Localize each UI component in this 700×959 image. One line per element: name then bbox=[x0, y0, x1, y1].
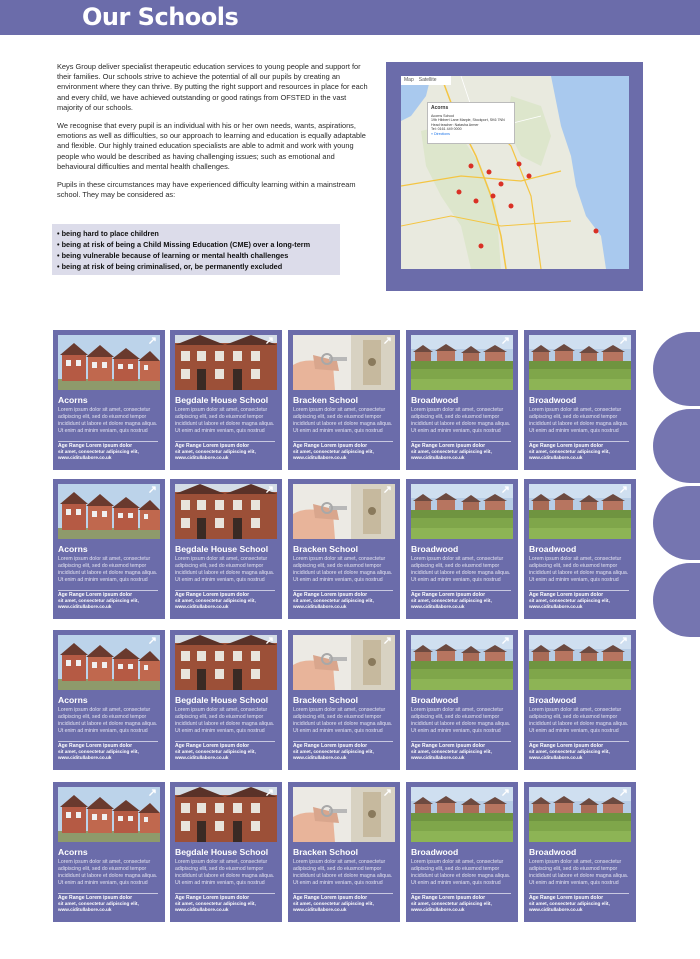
school-name: Bracken School bbox=[293, 695, 358, 705]
age-range: Age Range Lorem ipsum dolor bbox=[529, 895, 604, 901]
school-meta bbox=[58, 443, 160, 462]
school-description: Lorem ipsum dolor sit amet, consectetur adipiscing elit, sed do eiusmod tempor incididunt ut labore et dolore magna aliqua. Ut enim ad minim veniam, quis nostrud bbox=[175, 556, 275, 584]
website-link[interactable]: www.ciditullabore.co.uk bbox=[293, 755, 347, 761]
age-range: Age Range Lorem ipsum dolor bbox=[411, 743, 486, 749]
divider bbox=[175, 741, 275, 742]
arrow-icon[interactable]: ↗ bbox=[264, 787, 274, 799]
school-name: Broadwood bbox=[529, 695, 577, 705]
school-name: Acorns bbox=[58, 847, 88, 857]
age-range: Age Range Lorem ipsum dolor bbox=[175, 443, 250, 449]
divider bbox=[293, 441, 393, 442]
school-description: Lorem ipsum dolor sit amet, consectetur adipiscing elit, sed do eiusmod tempor incididunt ut labore et dolore magna aliqua. Ut enim ad minim veniam, quis nostrud bbox=[58, 556, 158, 584]
website-link[interactable]: www.ciditullabore.co.uk bbox=[58, 755, 112, 761]
divider bbox=[529, 590, 629, 591]
school-photo bbox=[529, 635, 631, 690]
school-meta bbox=[175, 743, 277, 762]
website-link[interactable]: www.ciditullabore.co.uk bbox=[411, 755, 465, 761]
website-link[interactable]: www.ciditullabore.co.uk bbox=[529, 907, 583, 913]
school-name: Begdale House School bbox=[175, 695, 269, 705]
school-photo bbox=[175, 335, 277, 390]
school-photo bbox=[175, 787, 277, 842]
school-card[interactable] bbox=[170, 330, 282, 470]
school-photo bbox=[411, 335, 513, 390]
school-description: Lorem ipsum dolor sit amet, consectetur adipiscing elit, sed do eiusmod tempor incididunt ut labore et dolore magna aliqua. Ut enim ad minim veniam, quis nostrud bbox=[175, 707, 275, 735]
age-range: Age Range Lorem ipsum dolor bbox=[411, 895, 486, 901]
website-link[interactable]: www.ciditullabore.co.uk bbox=[175, 907, 229, 913]
school-name: Bracken School bbox=[293, 395, 358, 405]
age-range: Age Range Lorem ipsum dolor bbox=[58, 592, 133, 598]
website-link[interactable]: www.ciditullabore.co.uk bbox=[411, 455, 465, 461]
side-tab[interactable] bbox=[653, 563, 700, 637]
arrow-icon[interactable]: ↗ bbox=[382, 335, 392, 347]
divider bbox=[293, 893, 393, 894]
school-meta bbox=[529, 443, 631, 462]
arrow-icon[interactable]: ↗ bbox=[618, 484, 628, 496]
website-link[interactable]: www.ciditullabore.co.uk bbox=[293, 907, 347, 913]
school-card[interactable] bbox=[288, 782, 400, 922]
map-tab[interactable]: Map bbox=[404, 77, 414, 83]
arrow-icon[interactable]: ↗ bbox=[147, 787, 157, 799]
arrow-icon[interactable]: ↗ bbox=[382, 635, 392, 647]
school-photo bbox=[58, 335, 160, 390]
school-photo bbox=[529, 484, 631, 539]
school-name: Bracken School bbox=[293, 847, 358, 857]
school-description: Lorem ipsum dolor sit amet, consectetur adipiscing elit, sed do eiusmod tempor incididunt ut labore et dolore magna aliqua. Ut enim ad minim veniam, quis nostrud bbox=[293, 859, 393, 887]
school-card[interactable] bbox=[170, 479, 282, 619]
school-photo bbox=[293, 787, 395, 842]
school-description: Lorem ipsum dolor sit amet, consectetur adipiscing elit, sed do eiusmod tempor incididunt ut labore et dolore magna aliqua. Ut enim ad minim veniam, quis nostrud bbox=[58, 859, 158, 887]
arrow-icon[interactable]: ↗ bbox=[618, 635, 628, 647]
website-link[interactable]: www.ciditullabore.co.uk bbox=[529, 755, 583, 761]
arrow-icon[interactable]: ↗ bbox=[500, 635, 510, 647]
school-description: Lorem ipsum dolor sit amet, consectetur adipiscing elit, sed do eiusmod tempor incididunt ut labore et dolore magna aliqua. Ut enim ad minim veniam, quis nostrud bbox=[411, 407, 511, 435]
school-map[interactable] bbox=[401, 76, 629, 269]
school-card[interactable] bbox=[406, 479, 518, 619]
divider bbox=[58, 441, 158, 442]
school-description: Lorem ipsum dolor sit amet, consectetur adipiscing elit, sed do eiusmod tempor incididunt ut labore et dolore magna aliqua. Ut enim ad minim veniam, quis nostrud bbox=[293, 407, 393, 435]
map-type-tabs[interactable] bbox=[401, 76, 451, 85]
school-meta bbox=[411, 895, 513, 914]
arrow-icon[interactable]: ↗ bbox=[618, 335, 628, 347]
school-photo bbox=[411, 787, 513, 842]
age-range: Age Range Lorem ipsum dolor bbox=[58, 743, 133, 749]
school-card[interactable] bbox=[524, 330, 636, 470]
arrow-icon[interactable]: ↗ bbox=[500, 484, 510, 496]
divider bbox=[175, 441, 275, 442]
popup-head: Head teacher: Natasha Armer bbox=[431, 122, 479, 127]
school-description: Lorem ipsum dolor sit amet, consectetur adipiscing elit, sed do eiusmod tempor incididunt ut labore et dolore magna aliqua. Ut enim ad minim veniam, quis nostrud bbox=[58, 707, 158, 735]
meta-text: sit amet, consectetur adipiscing elit, bbox=[293, 749, 374, 755]
meta-text: sit amet, consectetur adipiscing elit, bbox=[529, 749, 610, 755]
school-name: Acorns bbox=[58, 544, 88, 554]
age-range: Age Range Lorem ipsum dolor bbox=[175, 895, 250, 901]
website-link[interactable]: www.ciditullabore.co.uk bbox=[175, 455, 229, 461]
divider bbox=[411, 741, 511, 742]
school-card[interactable] bbox=[406, 782, 518, 922]
age-range: Age Range Lorem ipsum dolor bbox=[293, 743, 368, 749]
divider bbox=[58, 590, 158, 591]
criteria-item: • being hard to place children bbox=[57, 229, 159, 238]
meta-text: sit amet, consectetur adipiscing elit, bbox=[175, 749, 256, 755]
school-name: Begdale House School bbox=[175, 847, 269, 857]
arrow-icon[interactable]: ↗ bbox=[147, 635, 157, 647]
divider bbox=[411, 441, 511, 442]
school-description: Lorem ipsum dolor sit amet, consectetur adipiscing elit, sed do eiusmod tempor incididunt ut labore et dolore magna aliqua. Ut enim ad minim veniam, quis nostrud bbox=[411, 556, 511, 584]
school-meta bbox=[58, 592, 160, 611]
school-description: Lorem ipsum dolor sit amet, consectetur adipiscing elit, sed do eiusmod tempor incididunt ut labore et dolore magna aliqua. Ut enim ad minim veniam, quis nostrud bbox=[175, 407, 275, 435]
criteria-item: • being vulnerable because of learning or mental health challenges bbox=[57, 251, 289, 260]
age-range: Age Range Lorem ipsum dolor bbox=[58, 895, 133, 901]
school-name: Broadwood bbox=[529, 847, 577, 857]
side-tab[interactable] bbox=[653, 332, 700, 406]
school-meta bbox=[58, 743, 160, 762]
age-range: Age Range Lorem ipsum dolor bbox=[293, 592, 368, 598]
divider bbox=[529, 893, 629, 894]
school-name: Begdale House School bbox=[175, 395, 269, 405]
school-card[interactable] bbox=[288, 630, 400, 770]
school-description: Lorem ipsum dolor sit amet, consectetur adipiscing elit, sed do eiusmod tempor incididunt ut labore et dolore magna aliqua. Ut enim ad minim veniam, quis nostrud bbox=[58, 407, 158, 435]
divider bbox=[411, 893, 511, 894]
school-card[interactable] bbox=[524, 479, 636, 619]
meta-text: sit amet, consectetur adipiscing elit, bbox=[175, 449, 256, 455]
website-link[interactable]: www.ciditullabore.co.uk bbox=[175, 755, 229, 761]
criteria-item: • being at risk of being criminalised, or, be permanently excluded bbox=[57, 262, 283, 271]
arrow-icon[interactable]: ↗ bbox=[500, 335, 510, 347]
school-photo bbox=[529, 787, 631, 842]
arrow-icon[interactable]: ↗ bbox=[382, 484, 392, 496]
school-name: Broadwood bbox=[411, 395, 459, 405]
school-photo bbox=[293, 635, 395, 690]
age-range: Age Range Lorem ipsum dolor bbox=[293, 895, 368, 901]
school-meta bbox=[293, 895, 395, 914]
school-photo bbox=[293, 335, 395, 390]
website-link[interactable]: www.ciditullabore.co.uk bbox=[293, 604, 347, 610]
school-photo bbox=[293, 484, 395, 539]
school-card[interactable] bbox=[406, 630, 518, 770]
meta-text: sit amet, consectetur adipiscing elit, bbox=[293, 449, 374, 455]
school-name: Acorns bbox=[58, 695, 88, 705]
meta-text: sit amet, consectetur adipiscing elit, bbox=[411, 449, 492, 455]
arrow-icon[interactable]: ↗ bbox=[147, 484, 157, 496]
school-card[interactable] bbox=[524, 782, 636, 922]
age-range: Age Range Lorem ipsum dolor bbox=[411, 443, 486, 449]
school-name: Begdale House School bbox=[175, 544, 269, 554]
arrow-icon[interactable]: ↗ bbox=[264, 335, 274, 347]
meta-text: sit amet, consectetur adipiscing elit, bbox=[58, 901, 139, 907]
divider bbox=[58, 741, 158, 742]
satellite-tab[interactable]: Satellite bbox=[418, 77, 437, 83]
intro-paragraph: Pupils in these circumstances may have experienced difficulty learning within a mainstream school. They may be considered as: bbox=[57, 180, 356, 200]
meta-text: sit amet, consectetur adipiscing elit, bbox=[58, 749, 139, 755]
website-link[interactable]: www.ciditullabore.co.uk bbox=[529, 455, 583, 461]
website-link[interactable]: www.ciditullabore.co.uk bbox=[58, 455, 112, 461]
school-meta bbox=[411, 443, 513, 462]
school-card[interactable] bbox=[170, 630, 282, 770]
divider bbox=[175, 590, 275, 591]
school-photo bbox=[58, 787, 160, 842]
meta-text: sit amet, consectetur adipiscing elit, bbox=[175, 598, 256, 604]
school-card[interactable] bbox=[524, 630, 636, 770]
school-description: Lorem ipsum dolor sit amet, consectetur adipiscing elit, sed do eiusmod tempor incididunt ut labore et dolore magna aliqua. Ut enim ad minim veniam, quis nostrud bbox=[411, 859, 511, 887]
arrow-icon[interactable]: ↗ bbox=[264, 635, 274, 647]
age-range: Age Range Lorem ipsum dolor bbox=[58, 443, 133, 449]
arrow-icon[interactable]: ↗ bbox=[500, 787, 510, 799]
meta-text: sit amet, consectetur adipiscing elit, bbox=[411, 598, 492, 604]
school-meta bbox=[529, 743, 631, 762]
school-photo bbox=[175, 484, 277, 539]
meta-text: sit amet, consectetur adipiscing elit, bbox=[58, 449, 139, 455]
divider bbox=[411, 590, 511, 591]
intro-text bbox=[57, 62, 369, 208]
meta-text: sit amet, consectetur adipiscing elit, bbox=[529, 901, 610, 907]
popup-phone: Tel: 0161 449 0000 bbox=[431, 127, 462, 132]
page-title: Our Schools bbox=[82, 3, 239, 31]
website-link[interactable]: www.ciditullabore.co.uk bbox=[293, 455, 347, 461]
school-description: Lorem ipsum dolor sit amet, consectetur adipiscing elit, sed do eiusmod tempor incididunt ut labore et dolore magna aliqua. Ut enim ad minim veniam, quis nostrud bbox=[529, 556, 629, 584]
intro-paragraph: We recognise that every pupil is an individual with his or her own needs, wants, aspirations, emotions as well as difficulties, so our approach to learning and education is equally adaptable and flexible. Our highly trained education specialists are able to admit and work with young people who would be described as having challenging issues; such as emotional and behavioural difficulties and mental health challenges. bbox=[57, 121, 366, 171]
meta-text: sit amet, consectetur adipiscing elit, bbox=[411, 749, 492, 755]
website-link[interactable]: www.ciditullabore.co.uk bbox=[411, 907, 465, 913]
meta-text: sit amet, consectetur adipiscing elit, bbox=[411, 901, 492, 907]
school-name: Acorns bbox=[58, 395, 88, 405]
divider bbox=[175, 893, 275, 894]
school-card[interactable] bbox=[170, 782, 282, 922]
school-description: Lorem ipsum dolor sit amet, consectetur adipiscing elit, sed do eiusmod tempor incididunt ut labore et dolore magna aliqua. Ut enim ad minim veniam, quis nostrud bbox=[529, 859, 629, 887]
meta-text: sit amet, consectetur adipiscing elit, bbox=[293, 598, 374, 604]
age-range: Age Range Lorem ipsum dolor bbox=[175, 743, 250, 749]
divider bbox=[58, 893, 158, 894]
school-meta bbox=[411, 743, 513, 762]
divider bbox=[529, 741, 629, 742]
school-card[interactable] bbox=[53, 782, 165, 922]
school-meta bbox=[58, 895, 160, 914]
arrow-icon[interactable]: ↗ bbox=[147, 335, 157, 347]
school-card[interactable] bbox=[288, 479, 400, 619]
arrow-icon[interactable]: ↗ bbox=[264, 484, 274, 496]
school-name: Broadwood bbox=[529, 544, 577, 554]
website-link[interactable]: www.ciditullabore.co.uk bbox=[175, 604, 229, 610]
school-meta bbox=[175, 443, 277, 462]
age-range: Age Range Lorem ipsum dolor bbox=[529, 592, 604, 598]
school-name: Broadwood bbox=[529, 395, 577, 405]
popup-directions-link[interactable]: » Directions bbox=[431, 131, 450, 136]
meta-text: sit amet, consectetur adipiscing elit, bbox=[529, 449, 610, 455]
divider bbox=[293, 590, 393, 591]
criteria-list bbox=[52, 224, 340, 275]
school-card[interactable] bbox=[288, 330, 400, 470]
school-photo bbox=[411, 635, 513, 690]
school-card[interactable] bbox=[53, 330, 165, 470]
school-description: Lorem ipsum dolor sit amet, consectetur adipiscing elit, sed do eiusmod tempor incididunt ut labore et dolore magna aliqua. Ut enim ad minim veniam, quis nostrud bbox=[175, 859, 275, 887]
age-range: Age Range Lorem ipsum dolor bbox=[293, 443, 368, 449]
meta-text: sit amet, consectetur adipiscing elit, bbox=[175, 901, 256, 907]
popup-address: 19b Hibbert Lane Marple, Stockport, SK6 7NN bbox=[431, 118, 505, 123]
school-card[interactable] bbox=[53, 630, 165, 770]
meta-text: sit amet, consectetur adipiscing elit, bbox=[529, 598, 610, 604]
age-range: Age Range Lorem ipsum dolor bbox=[411, 592, 486, 598]
school-card[interactable] bbox=[406, 330, 518, 470]
school-description: Lorem ipsum dolor sit amet, consectetur adipiscing elit, sed do eiusmod tempor incididunt ut labore et dolore magna aliqua. Ut enim ad minim veniam, quis nostrud bbox=[293, 707, 393, 735]
school-name: Broadwood bbox=[411, 847, 459, 857]
school-photo bbox=[529, 335, 631, 390]
school-meta bbox=[529, 895, 631, 914]
school-meta bbox=[175, 592, 277, 611]
website-link[interactable]: www.ciditullabore.co.uk bbox=[58, 604, 112, 610]
divider bbox=[529, 441, 629, 442]
school-photo bbox=[58, 484, 160, 539]
school-meta bbox=[293, 743, 395, 762]
school-card[interactable] bbox=[53, 479, 165, 619]
age-range: Age Range Lorem ipsum dolor bbox=[175, 592, 250, 598]
divider bbox=[293, 741, 393, 742]
meta-text: sit amet, consectetur adipiscing elit, bbox=[293, 901, 374, 907]
side-tab[interactable] bbox=[653, 486, 700, 560]
school-photo bbox=[58, 635, 160, 690]
popup-name: Acorns School bbox=[431, 113, 455, 118]
school-meta bbox=[293, 592, 395, 611]
school-name: Broadwood bbox=[411, 695, 459, 705]
school-description: Lorem ipsum dolor sit amet, consectetur adipiscing elit, sed do eiusmod tempor incididunt ut labore et dolore magna aliqua. Ut enim ad minim veniam, quis nostrud bbox=[529, 707, 629, 735]
side-tab[interactable] bbox=[653, 409, 700, 483]
school-description: Lorem ipsum dolor sit amet, consectetur adipiscing elit, sed do eiusmod tempor incididunt ut labore et dolore magna aliqua. Ut enim ad minim veniam, quis nostrud bbox=[411, 707, 511, 735]
website-link[interactable]: www.ciditullabore.co.uk bbox=[58, 907, 112, 913]
age-range: Age Range Lorem ipsum dolor bbox=[529, 443, 604, 449]
school-photo bbox=[411, 484, 513, 539]
website-link[interactable]: www.ciditullabore.co.uk bbox=[529, 604, 583, 610]
school-meta bbox=[175, 895, 277, 914]
meta-text: sit amet, consectetur adipiscing elit, bbox=[58, 598, 139, 604]
school-name: Bracken School bbox=[293, 544, 358, 554]
map-info-popup[interactable] bbox=[427, 102, 515, 144]
page-header bbox=[0, 0, 700, 35]
school-meta bbox=[293, 443, 395, 462]
popup-title: Acorns bbox=[431, 105, 449, 111]
school-photo bbox=[175, 635, 277, 690]
arrow-icon[interactable]: ↗ bbox=[618, 787, 628, 799]
website-link[interactable]: www.ciditullabore.co.uk bbox=[411, 604, 465, 610]
intro-paragraph: Keys Group deliver specialist therapeutic education services to young people and support for their families. Our schools strive to achieve the potential of all our pupils by creating an environment where they can thrive. By putting the right support and resources in place for each and every child, we have achieved outstanding or good ratings from OFSTED in the vast majority of our schools. bbox=[57, 62, 368, 112]
age-range: Age Range Lorem ipsum dolor bbox=[529, 743, 604, 749]
criteria-item: • being at risk of being a Child Missing Education (CME) over a long-term bbox=[57, 240, 311, 249]
school-meta bbox=[411, 592, 513, 611]
arrow-icon[interactable]: ↗ bbox=[382, 787, 392, 799]
school-description: Lorem ipsum dolor sit amet, consectetur adipiscing elit, sed do eiusmod tempor incididunt ut labore et dolore magna aliqua. Ut enim ad minim veniam, quis nostrud bbox=[529, 407, 629, 435]
school-description: Lorem ipsum dolor sit amet, consectetur adipiscing elit, sed do eiusmod tempor incididunt ut labore et dolore magna aliqua. Ut enim ad minim veniam, quis nostrud bbox=[293, 556, 393, 584]
school-name: Broadwood bbox=[411, 544, 459, 554]
school-meta bbox=[529, 592, 631, 611]
